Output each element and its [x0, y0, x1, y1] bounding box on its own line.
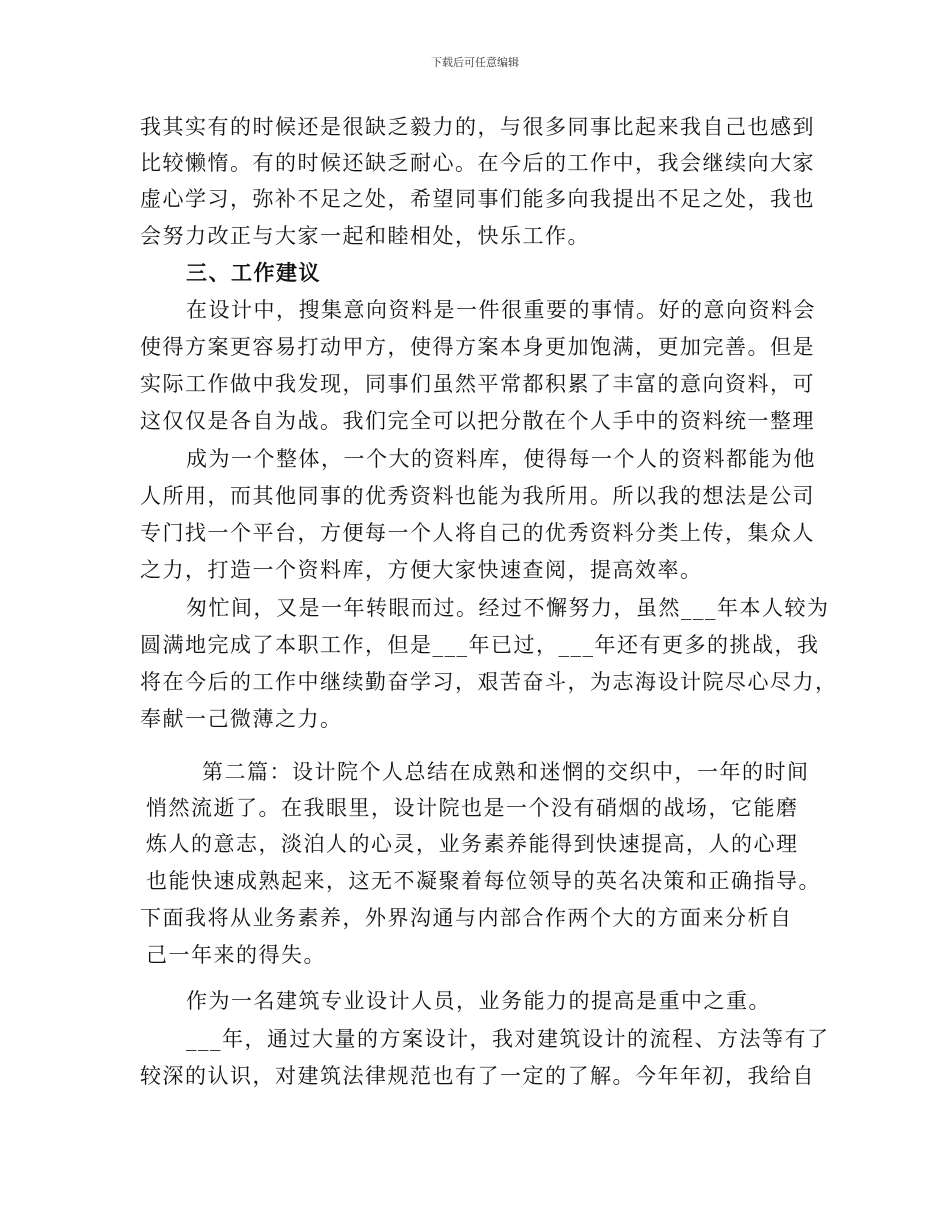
text-line: 之力，打造一个资料库，方便大家快速查阅，提高效率。: [140, 558, 703, 582]
text-line: 虚心学习，弥补不足之处，希望同事们能多向我提出不足之处，我也: [140, 187, 815, 211]
text-line: 实际工作做中我发现，同事们虽然平常都积累了丰富的意向资料，可: [140, 372, 815, 396]
text-line: 也能快速成熟起来，这无不凝聚着每位领导的英名决策和正确指导。: [146, 869, 821, 893]
text-line: 将在今后的工作中继续勤奋学习，艰苦奋斗，为志海设计院尽心尽力，: [140, 670, 838, 694]
text-line: 使得方案更容易打动甲方，使得方案本身更加饱满，更加完善。但是: [140, 335, 815, 359]
text-line: 会努力改正与大家一起和睦相处，快乐工作。: [140, 224, 590, 248]
section-heading: 三、工作建议: [186, 260, 321, 285]
text-line: 下面我将从业务素养，外界沟通与内部合作两个大的方面来分析自: [140, 906, 793, 930]
text-line: 比较懒惰。有的时候还缺乏耐心。在今后的工作中，我会继续向大家: [140, 151, 815, 175]
text-line: 匆忙间，又是一年转眼而过。经过不懈努力，虽然___年本人较为: [186, 596, 830, 620]
text-line: 第二篇：设计院个人总结在成熟和迷惘的交织中，一年的时间: [202, 760, 810, 784]
text-line: 专门找一个平台，方便每一个人将自己的优秀资料分类上传，集众人: [140, 521, 815, 545]
text-line: 己一年来的得失。: [146, 943, 326, 967]
text-line: 作为一名建筑专业设计人员，业务能力的提高是重中之重。: [186, 989, 771, 1013]
page-header: 下载后可任意编辑: [431, 56, 519, 69]
text-line: 悄然流逝了。在我眼里，设计院也是一个没有硝烟的战场，它能磨: [146, 796, 799, 820]
text-line: 成为一个整体，一个大的资料库，使得每一个人的资料都能为他: [186, 447, 816, 471]
text-line: 在设计中，搜集意向资料是一件很重要的事情。好的意向资料会: [186, 298, 816, 322]
text-line: 奉献一己微薄之力。: [140, 707, 343, 731]
text-line: 较深的认识，对建筑法律规范也有了一定的了解。今年年初，我给自: [140, 1064, 815, 1088]
text-line: 炼人的意志，淡泊人的心灵，业务素养能得到快速提高，人的心理: [146, 832, 799, 856]
text-line: 我其实有的时候还是很缺乏毅力的，与很多同事比起来我自己也感到: [140, 115, 815, 139]
text-line: 圆满地完成了本职工作，但是___年已过，___年还有更多的挑战，我: [140, 633, 820, 657]
text-line: 这仅仅是各自为战。我们完全可以把分散在个人手中的资料统一整理: [140, 409, 815, 433]
text-line: ___年，通过大量的方案设计，我对建筑设计的流程、方法等有了: [186, 1027, 830, 1051]
text-line: 人所用，而其他同事的优秀资料也能为我所用。所以我的想法是公司: [140, 484, 815, 508]
